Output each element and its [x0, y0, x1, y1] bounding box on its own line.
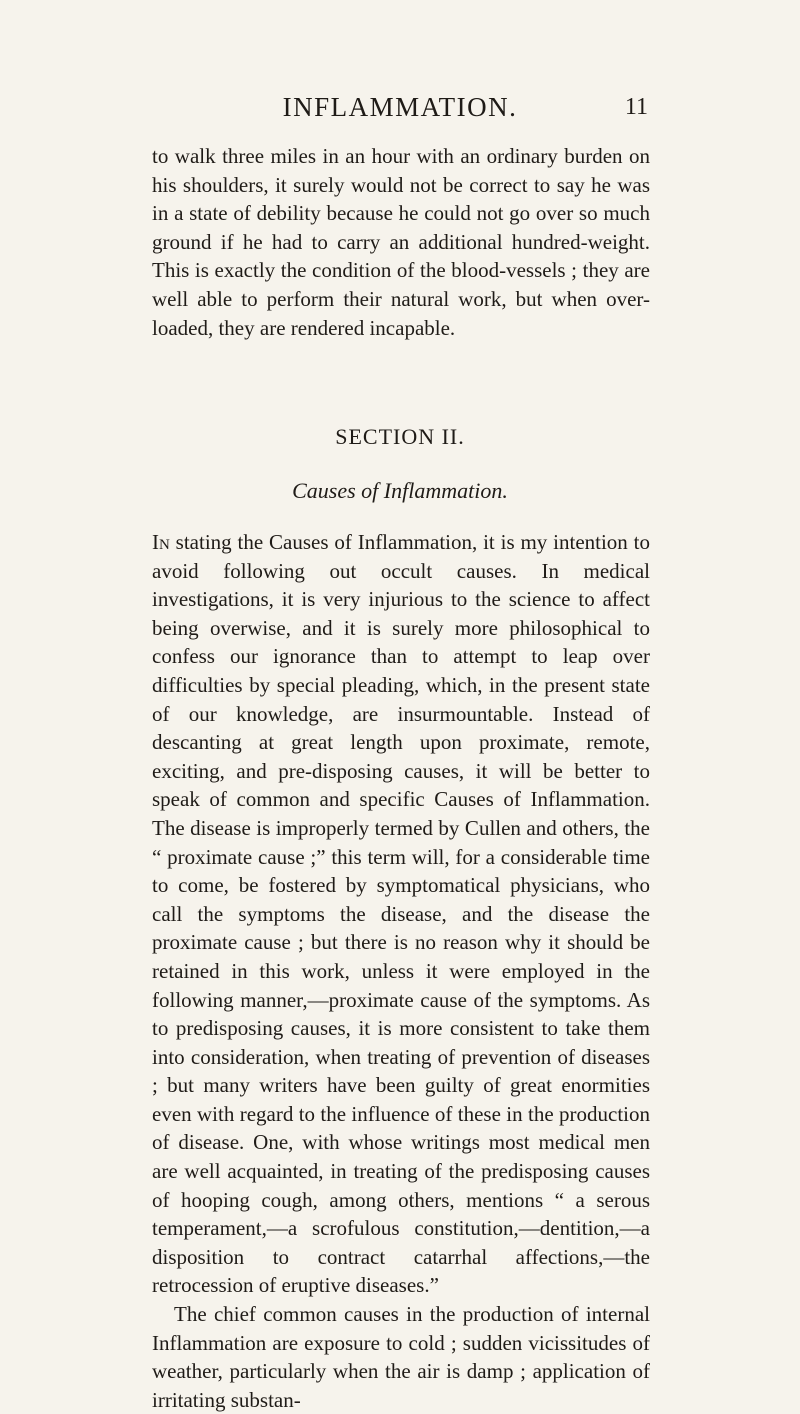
- paragraph-lead: In: [152, 530, 170, 554]
- section-heading: SECTION II.: [335, 424, 465, 449]
- running-head: [0, 88, 800, 128]
- paragraph-2: [152, 1300, 650, 1414]
- paragraph-text: to walk three miles in an hour with an ordinary burden on his shoulders, it surely would not be correct to say he was in a state of debility because he could not go over so much ground if he had to carry an additional hundred-weight. This is exactly the condition of the blood-vessels ; they are well able to perform their natural work, but when over-loaded, they are rendered incapable.: [152, 144, 650, 340]
- paragraph-text: The chief common causes in the production of internal Inflammation are exposure to cold ; sudden vicissitudes of weather, particularly when the air is damp ; application of irritating substan-: [152, 1302, 650, 1412]
- paragraph-text: stating the Causes of Inflammation, it is my intention to avoid following out occult causes. In medical investigations, it is very injurious to the science to affect being overwise, and it is surely more philosophical to confess our ignorance than to attempt to leap over difficulties by special pleading, which, in the present state of our knowledge, are insurmountable. Instead of descanting at great length upon proximate, remote, exciting, and pre-disposing causes, it will be better to speak of common and specific Causes of Inflammation. The disease is improperly termed by Cullen and others, the “ proximate cause ;” this term will, for a considerable time to come, be fostered by symptomatical physicians, who call the symptoms the disease, and the disease the proximate cause ; but there is no reason why it should be retained in this work, unless it were employed in the following manner,—proximate cause of the symptoms. As to predisposing causes, it is more consistent to take them into consideration, when treating of prevention of diseases ; but many writers have been guilty of great enormities even with regard to the influence of these in the production of disease. One, with whose writings most medical men are well acquainted, in treating of the predisposing causes of hooping cough, among others, mentions “ a serous temperament,—a scrofulous constitution,—dentition,—a disposition to contract catarrhal affections,—the retrocession of eruptive diseases.”: [152, 530, 650, 1298]
- section-subtitle: Causes of Inflammation.: [292, 478, 508, 503]
- page-number: 11: [624, 94, 648, 120]
- running-title: INFLAMMATION.: [282, 92, 518, 122]
- continued-paragraph: [152, 142, 650, 342]
- section-body: [152, 528, 650, 1414]
- paragraph-1: [152, 528, 650, 1300]
